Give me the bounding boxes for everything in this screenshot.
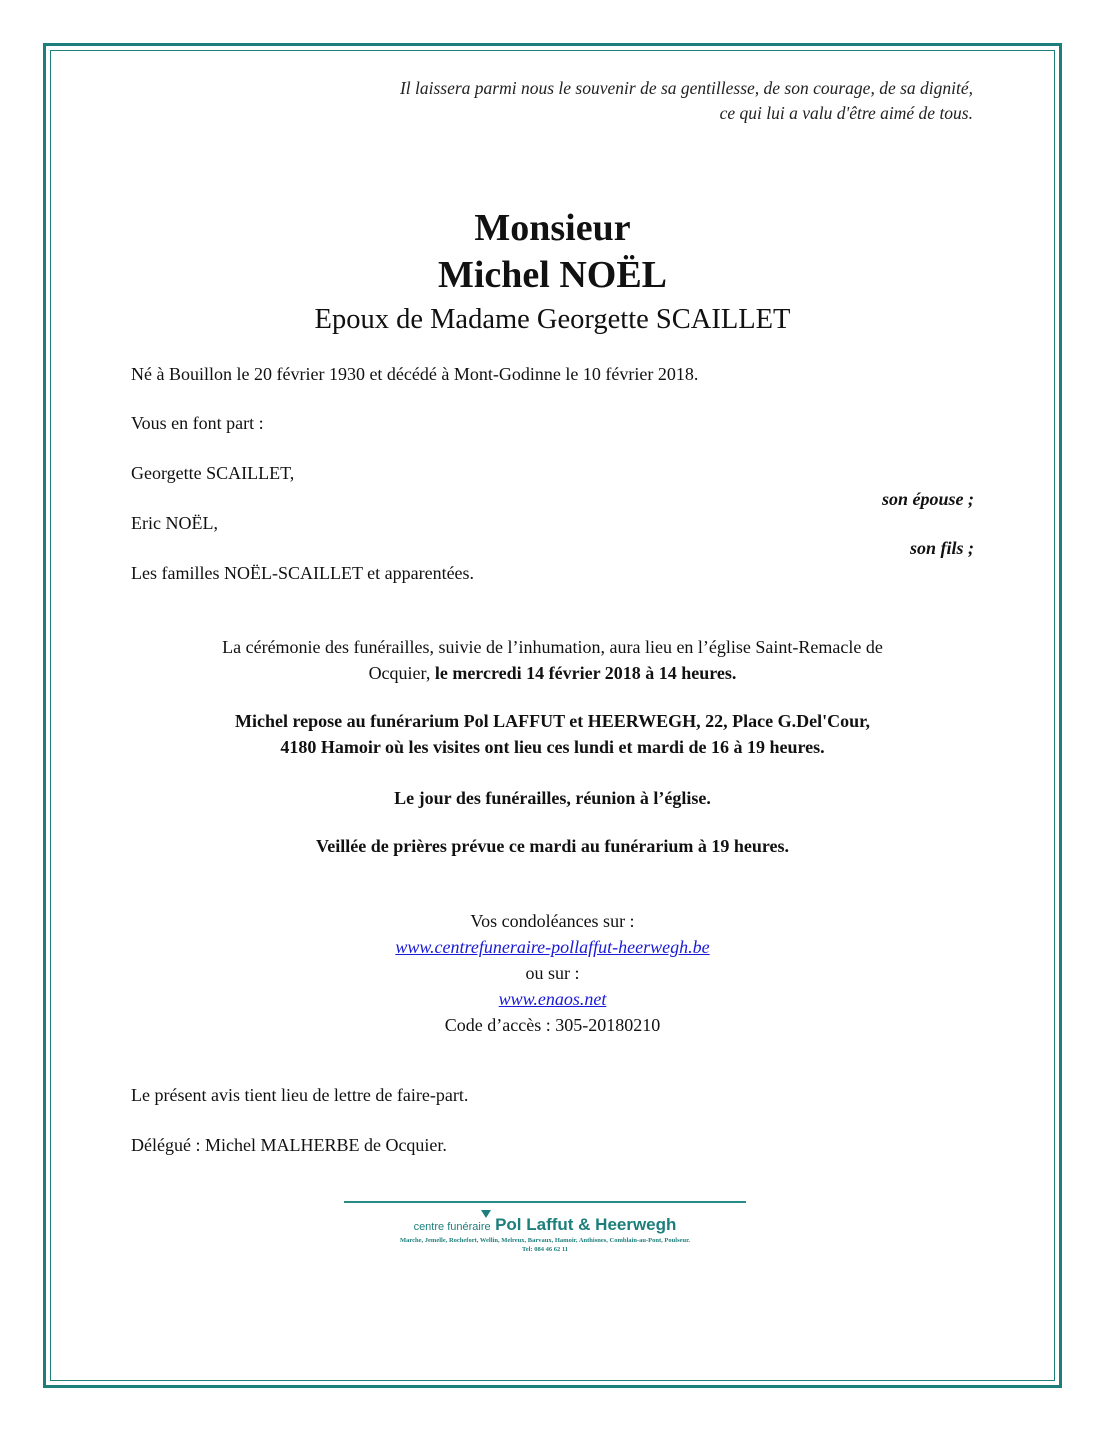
quote-line-1: Il laissera parmi nous le souvenir de sa gentillesse, de son courage, de sa dignité, — [399, 78, 973, 98]
birth-death-line: Né à Bouillon le 20 février 1930 et décédé à Mont-Godinne le 10 février 2018. — [131, 364, 699, 384]
family-member-role: son épouse ; — [881, 489, 974, 509]
vigil-line: Veillée de prières prévue ce mardi au funérarium à 19 heures. — [315, 836, 790, 856]
ceremony-paragraph — [0, 634, 1105, 686]
condolences-block — [0, 908, 1105, 1038]
funerarium-line-2: 4180 Hamoir où les visites ont lieu ces lundi et mardi de 16 à 19 heures. — [280, 737, 825, 757]
ceremony-line-1: La cérémonie des funérailles, suivie de l’inhumation, aura lieu en l’église Saint-Remacle de — [222, 637, 883, 657]
condolences-link-primary[interactable]: www.centrefuneraire-pollaffut-heerwegh.be — [395, 937, 710, 957]
family-member-name: Les familles NOËL-SCAILLET et apparentées. — [131, 563, 475, 583]
ceremony-location: Ocquier, — [368, 663, 435, 683]
funerarium-line-1: Michel repose au funérarium Pol LAFFUT et HEERWEGH, 22, Place G.Del'Cour, — [235, 711, 870, 731]
logo-prefix: centre funéraire — [413, 1221, 491, 1233]
family-member-name: Eric NOËL, — [131, 513, 218, 533]
title-monsieur: Monsieur — [474, 207, 631, 249]
delegate-line: Délégué : Michel MALHERBE de Ocquier. — [131, 1135, 447, 1155]
announcers-intro: Vous en font part : — [131, 413, 264, 433]
funerarium-paragraph — [0, 708, 1105, 760]
ceremony-line-2 — [0, 660, 1105, 686]
condolences-intro: Vos condoléances sur : — [470, 911, 635, 931]
logo-wordmark — [344, 1215, 746, 1235]
logo-towns: Marche, Jemelle, Rochefort, Wellin, Melreux, Barvaux, Hamoir, Anthisnes, Comblain-au-Pont, Poulseur. — [399, 1237, 691, 1244]
logo-rule — [344, 1201, 746, 1203]
family-member-name: Georgette SCAILLET, — [131, 463, 295, 483]
access-code: Code d’accès : 305-20180210 — [444, 1015, 661, 1035]
logo-phone: Tel: 084 46 62 11 — [522, 1246, 568, 1253]
family-member-role: son fils ; — [909, 538, 974, 558]
meeting-line: Le jour des funérailles, réunion à l’église. — [394, 788, 711, 808]
memorial-quote — [400, 76, 973, 126]
ceremony-date: le mercredi 14 février 2018 à 14 heures. — [434, 663, 737, 683]
funeral-home-logo — [344, 1201, 746, 1259]
spouse-subtitle: Epoux de Madame Georgette SCAILLET — [314, 304, 791, 335]
condolences-link-enaos[interactable]: www.enaos.net — [498, 989, 607, 1009]
quote-line-2: ce qui lui a valu d'être aimé de tous. — [719, 103, 973, 123]
logo-brand: Pol Laffut & Heerwegh — [495, 1215, 677, 1234]
deceased-name: Michel NOËL — [437, 254, 668, 296]
condolences-or: ou sur : — [525, 963, 580, 983]
notice-line: Le présent avis tient lieu de lettre de faire-part. — [131, 1085, 469, 1105]
